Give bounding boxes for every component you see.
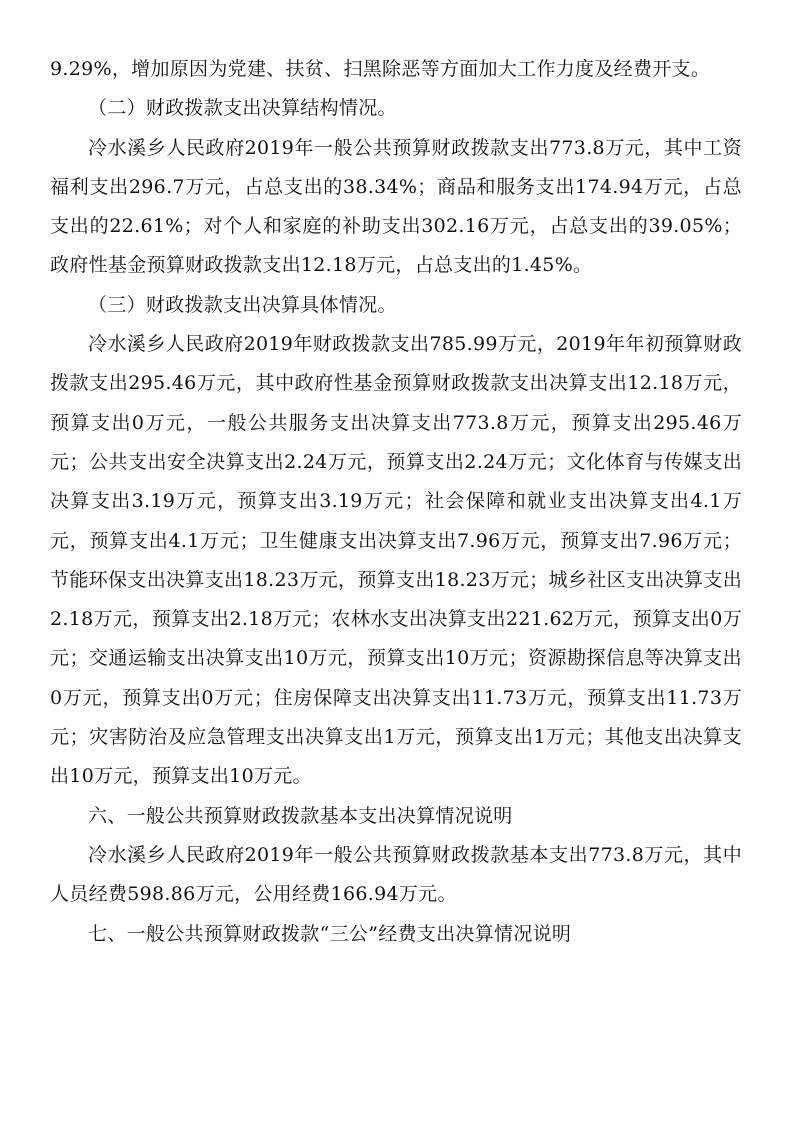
document-page [50, 50, 742, 954]
paragraph-details: 冷水溪乡人民政府2019年财政拨款支出785.99万元，2019年年初预算财政拨款支出295.46万元，其中政府性基金预算财政拨款支出决算支出12.18万元，预算支出0万元，一般公共服务支出决算支出773.8万元，预算支出295.46万元；公共支出安全决算支出2.24万元，预算支出2.24万元；文化体育与传媒支出决算支出3.19万元，预算支出3.19万元；社会保障和就业支出决算支出4.1万元，预算支出4.1万元；卫生健康支出决算支出7.96万元，预算支出7.96万元；节能环保支出决算支出18.23万元，预算支出18.23万元；城乡社区支出决算支出2.18万元，预算支出2.18万元；农林水支出决算支出221.62万元，预算支出0万元；交通运输支出决算支出10万元，预算支出10万元；资源勘探信息等决算支出0万元，预算支出0万元；住房保障支出决算支出11.73万元，预算支出11.73万元；灾害防治及应急管理支出决算支出1万元，预算支出1万元；其他支出决算支出10万元，预算支出10万元。 [50, 333, 742, 788]
section-heading-6: 六、一般公共预算财政拨款基本支出决算情况说明 [88, 804, 513, 827]
paragraph-structure: 冷水溪乡人民政府2019年一般公共预算财政拨款支出773.8万元，其中工资福利支出296.7万元，占总支出的38.34%；商品和服务支出174.94万元，占总支出的22.61%；对个人和家庭的补助支出302.16万元，占总支出的39.05%；政府性基金预算财政拨款支出12.18万元，占总支出的1.45%。 [50, 136, 742, 277]
section-heading-3: （三）财政拨款支出决算具体情况。 [88, 293, 397, 316]
paragraph-continuation: 9.29%，增加原因为党建、扶贫、扫黑除恶等方面加大工作力度及经费开支。 [50, 58, 711, 80]
paragraph-basic-expenditure: 冷水溪乡人民政府2019年一般公共预算财政拨款基本支出773.8万元，其中人员经费598.86万元，公用经费166.94万元。 [50, 843, 742, 906]
section-heading-2: （二）财政拨款支出决算结构情况。 [88, 97, 397, 120]
section-heading-7: 七、一般公共预算财政拨款“三公”经费支出决算情况说明 [88, 922, 572, 945]
